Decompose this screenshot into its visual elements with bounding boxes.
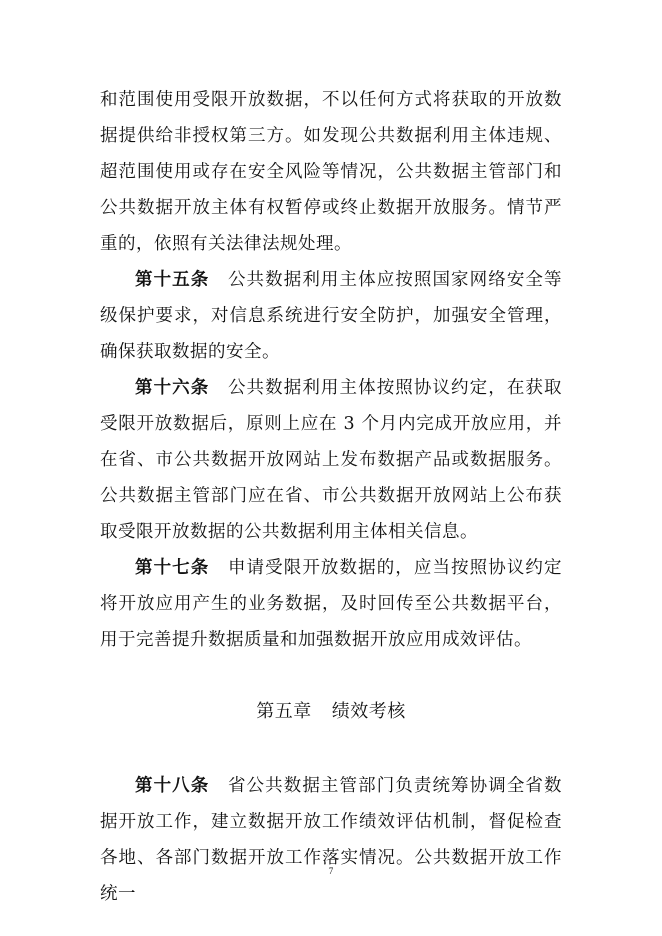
article-text: 公共数据利用主体按照协议约定，在获取受限开放数据后，原则上应在 3 个月内完成开放应用，并在省、市公共数据开放网站上发布数据产品或数据服务。公共数据主管部门应在省、市公共数据开放网站上公布获取受限开放数据的公共数据利用主体相关信息。 bbox=[100, 378, 563, 542]
page-body bbox=[100, 82, 562, 912]
article-label: 第十五条 bbox=[135, 270, 210, 290]
chapter-heading bbox=[100, 694, 562, 730]
paragraph-continued bbox=[100, 82, 562, 262]
article-label: 第十八条 bbox=[135, 776, 210, 796]
article-18 bbox=[100, 768, 562, 912]
page-number: 7 bbox=[328, 866, 334, 876]
chapter-number: 第五章 bbox=[256, 701, 312, 722]
paragraph-text: 和范围使用受限开放数据，不以任何方式将获取的开放数据提供给非授权第三方。如发现公共数据利用主体违规、超范围使用或存在安全风险等情况，公共数据主管部门和公共数据开放主体有权暂停或终止数据开放服务。情节严重的，依照有关法律法规处理。 bbox=[100, 90, 562, 254]
article-16 bbox=[100, 370, 562, 550]
article-label: 第十七条 bbox=[135, 558, 210, 578]
article-text: 公共数据利用主体应按照国家网络安全等级保护要求，对信息系统进行安全防护，加强安全管理，确保获取数据的安全。 bbox=[100, 270, 563, 362]
article-15 bbox=[100, 262, 562, 370]
chapter-title: 绩效考核 bbox=[331, 701, 406, 722]
article-text: 申请受限开放数据的，应当按照协议约定将开放应用产生的业务数据，及时回传至公共数据平台，用于完善提升数据质量和加强数据开放应用成效评估。 bbox=[100, 558, 563, 650]
article-label: 第十六条 bbox=[135, 378, 210, 398]
article-text: 省公共数据主管部门负责统筹协调全省数据开放工作，建立数据开放工作绩效评估机制，督促检查各地、各部门数据开放工作落实情况。公共数据开放工作统一 bbox=[100, 776, 563, 904]
article-17 bbox=[100, 550, 562, 658]
